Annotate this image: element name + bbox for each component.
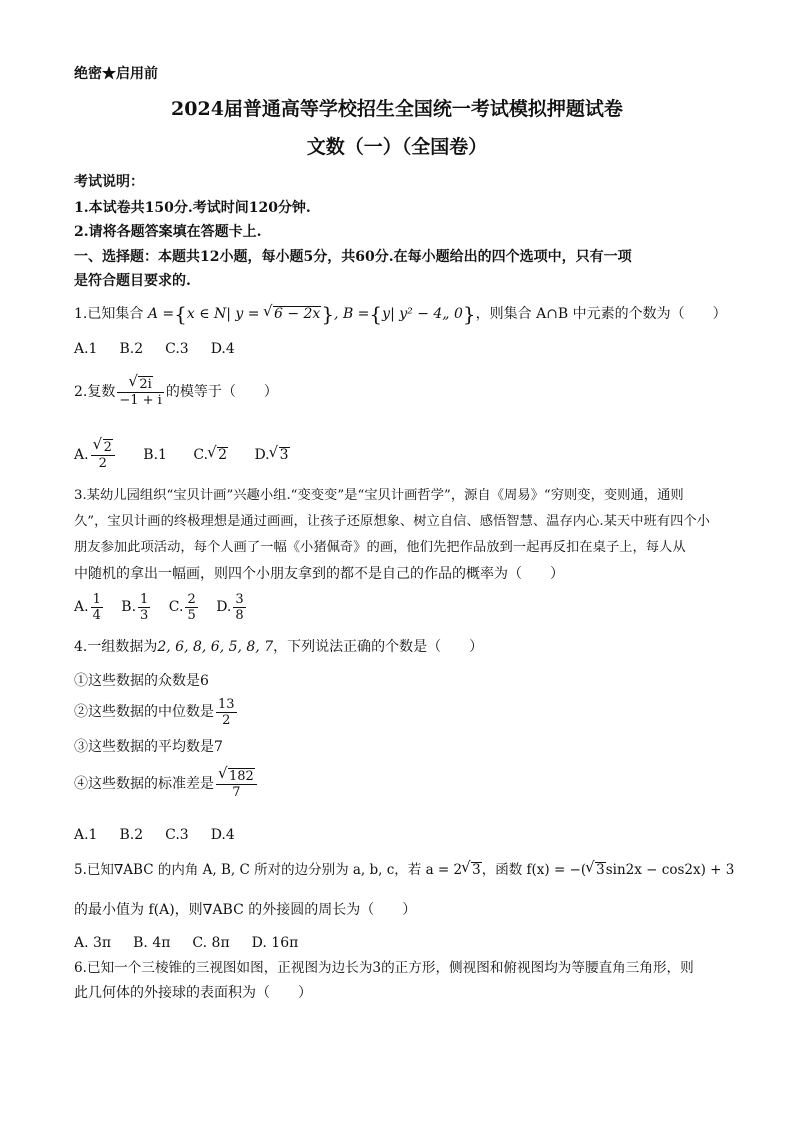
- q1-option-d: D.4: [210, 341, 235, 357]
- q3-option-d-num: 3: [235, 591, 244, 607]
- q3-line-4: 中随机的拿出一幅画，则四个小朋友拿到的都不是自己的作品的概率为（ ）: [74, 566, 564, 582]
- q4-prefix: 4.一组数据为: [74, 639, 158, 655]
- q2-option-b: B.1: [143, 447, 167, 463]
- q1-option-b: B.2: [119, 341, 144, 357]
- q3-option-b-den: 3: [140, 607, 149, 623]
- section-1-line-1: 一、选择题：本题共12小题，每小题5分，共60分.在每小题给出的四个选项中，只有一项: [74, 249, 632, 265]
- q5-option-a: A. 3π: [74, 935, 112, 951]
- q2-option-a-num: √ 2: [103, 439, 113, 455]
- q2-options: [74, 437, 312, 473]
- q4-s4-den: 7: [232, 785, 241, 800]
- q3-line-3: 朋友参加此项活动，每个人画了一幅《小猪佩奇》的画，他们先把作品放到一起再反扣在桌子上，每人从: [74, 540, 686, 555]
- q1-options: [74, 339, 257, 359]
- q4-option-a: A.1: [74, 827, 98, 843]
- q1-condA: x ∈ N| y =: [186, 306, 260, 322]
- q4-statement-3: ③这些数据的平均数是7: [74, 739, 223, 755]
- q4-option-d: D.4: [210, 827, 235, 843]
- q4-options: [74, 825, 257, 845]
- q4-statement-2-text: ②这些数据的中位数是: [74, 704, 214, 720]
- q4-statement-1: ①这些数据的众数是6: [74, 673, 209, 689]
- q1-setB: , B =: [334, 306, 370, 322]
- exam-subtitle: 文数（一）（全国卷）: [306, 136, 488, 158]
- q3-line-2: 久”，宝贝计画的终极理想是通过画画，让孩子还原想象、树立自信、感悟智慧、温存内心.某天中班有四个小: [74, 514, 710, 529]
- q4-option-c: C.3: [165, 827, 189, 843]
- q2-suffix: 的模等于（ ）: [165, 384, 278, 400]
- q6-line-1: 6.已知一个三棱锥的三视图如图，正视图为边长为3的正方形，侧视图和俯视图均为等腰直角三角形，则: [74, 960, 694, 976]
- q5-line-1-c: sin2x − cos2x) + 3: [605, 862, 735, 878]
- q3-option-a-label: A.: [74, 599, 89, 615]
- q2-option-a-den: 2: [98, 456, 107, 471]
- q3-options: [74, 589, 260, 625]
- q4-option-b: B.2: [119, 827, 144, 843]
- q3-option-a-den: 4: [92, 607, 101, 623]
- q4-statement-2: [74, 694, 239, 730]
- q3-option-b-label: B.: [121, 599, 137, 615]
- q5-line-1-b: ，函数 f(x) = −(: [481, 862, 587, 878]
- q3-line-1: 3.某幼儿园组织“宝贝计画”兴趣小组.“变变变”是“宝贝计画哲学”，源自《周易》“穷则变，变则通，通则: [74, 488, 684, 503]
- q2-option-a-label: A.: [74, 447, 89, 463]
- q2-option-c-rad: √ 2: [217, 447, 228, 463]
- note-1: 1.本试卷共150分.考试时间120分钟.: [74, 200, 311, 216]
- note-2: 2.请将各题答案填在答题卡上.: [74, 224, 262, 240]
- q2-num: 2i: [139, 377, 152, 392]
- q3-option-c-label: C.: [168, 599, 184, 615]
- q2-option-c-label: C.: [193, 447, 209, 463]
- q2-den: −1 + i: [119, 393, 162, 408]
- q4-statement-4-text: ④这些数据的标准差是: [74, 776, 214, 792]
- q5-options: [74, 933, 320, 953]
- q4-suffix: ，下列说法正确的个数是（ ）: [273, 639, 484, 655]
- exam-title: 2024届普通高等学校招生全国统一考试模拟押题试卷: [171, 98, 623, 120]
- q5-line-1-a: 5.已知∇ABC 的内角 A, B, C 所对的边分别为 a, b, c，若 a = 2: [74, 862, 463, 878]
- q5-option-c: C. 8π: [192, 935, 230, 951]
- section-1-line-2: 是符合题目要求的.: [74, 273, 191, 289]
- question-4: [74, 637, 483, 657]
- q1-condB: y| y² − 4„ 0: [382, 306, 463, 322]
- q1-radA: √ 6 − 2x: [273, 306, 321, 322]
- q5-line-1: [74, 860, 734, 880]
- confidential-label: 绝密★启用前: [74, 66, 158, 82]
- q3-option-c-num: 2: [187, 591, 196, 607]
- q5-rad-2: √ 3: [595, 862, 606, 878]
- q4-s2-den: 2: [222, 712, 231, 728]
- q4-s2-num: 13: [218, 696, 235, 712]
- q3-option-c-den: 5: [187, 607, 196, 623]
- question-1: 1.已知集合 A ={x ∈ N| y = √ 6 − 2x}, B ={y| y² − 4„ 0}，则集合 A∩B 中元素的个数为（ ）: [74, 304, 727, 324]
- q1-option-a: A.1: [74, 341, 98, 357]
- notes-heading: 考试说明：: [74, 174, 144, 190]
- q3-option-d-label: D.: [216, 599, 232, 615]
- q4-statement-4: [74, 764, 259, 804]
- q1-suffix: ，则集合 A∩B 中元素的个数为（ ）: [475, 306, 727, 322]
- q2-option-d-rad: √ 3: [279, 447, 290, 463]
- q6-line-2: 此几何体的外接球的表面积为（ ）: [74, 985, 312, 1001]
- q2-option-d-label: D.: [254, 447, 270, 463]
- q1-prefix: 1.已知集合: [74, 306, 144, 322]
- q4-s4-rad: √ 182: [228, 768, 255, 784]
- q3-option-a-num: 1: [92, 591, 101, 607]
- q5-option-b: B. 4π: [133, 935, 171, 951]
- q2-prefix: 2.复数: [74, 384, 116, 400]
- q1-setA: A =: [147, 306, 175, 322]
- q3-option-b-num: 1: [140, 591, 149, 607]
- q5-line-2: 的最小值为 f(A)，则∇ABC 的外接圆的周长为（ ）: [74, 902, 417, 918]
- q1-option-c: C.3: [165, 341, 189, 357]
- q5-rad-1: √ 3: [471, 862, 482, 878]
- q5-option-d: D. 16π: [251, 935, 299, 951]
- q4-data: 2, 6, 8, 6, 5, 8, 7: [157, 639, 274, 655]
- question-2: [74, 374, 278, 410]
- q3-option-d-den: 8: [235, 607, 244, 623]
